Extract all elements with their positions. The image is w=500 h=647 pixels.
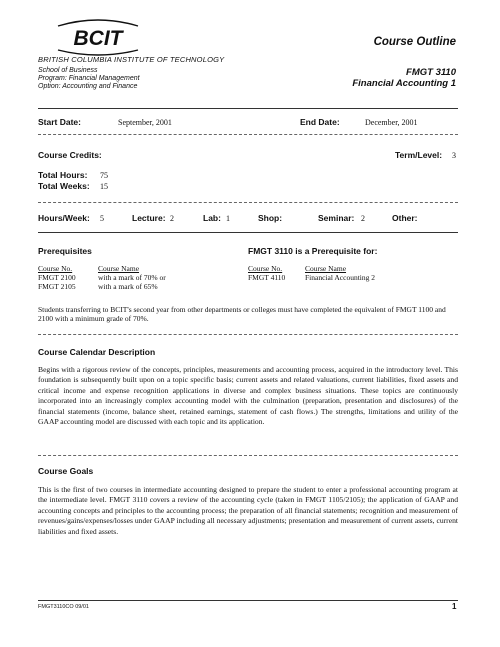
table-row: FMGT 4110 Financial Accounting 2 (248, 273, 375, 282)
col-course-name: Course Name (98, 264, 140, 273)
institution-name: BRITISH COLUMBIA INSTITUTE OF TECHNOLOGY (38, 55, 225, 64)
bcit-logo (52, 18, 144, 56)
school-name: School of Business (38, 67, 98, 74)
hours-week-label: Hours/Week: (38, 213, 90, 223)
term-level-label: Term/Level: (395, 150, 443, 160)
total-hours-value: 75 (100, 171, 108, 180)
calendar-description-heading: Course Calendar Description (38, 347, 156, 357)
svg-text:BCIT: BCIT (73, 27, 123, 50)
col-course-no: Course No. (38, 264, 73, 273)
lab-label: Lab: (203, 213, 221, 223)
term-level-value: 3 (452, 151, 456, 160)
prerequisite-for-heading: FMGT 3110 is a Prerequisite for: (248, 246, 378, 256)
total-weeks-value: 15 (100, 182, 108, 191)
total-weeks-label: Total Weeks: (38, 181, 90, 191)
table-row: FMGT 2100 with a mark of 70% or (38, 273, 166, 282)
course-id-block (352, 67, 456, 89)
course-goals-body: This is the first of two courses in intermediate accounting designed to prepare the student to enter a professional accounting program at the intermediate level. FMGT 3110 covers a review of the accounting cycle (taken in FMGT 1105/2105); the application of GAAP and accounting concepts and principles to the accounting process; the preparation of all financial statements; recognition and measurement of revenues/gains/expenses/losses under GAAP including all necessary adjustments; presentation and measurement of current assets, current liabilities and fixed assets. (38, 485, 458, 536)
end-date-value: December, 2001 (365, 118, 418, 127)
school-info (38, 67, 140, 91)
lab-value: 1 (226, 214, 230, 223)
start-date-label: Start Date: (38, 117, 81, 127)
seminar-label: Seminar: (318, 213, 355, 223)
footer-divider (38, 600, 458, 601)
footer-doc-id: FMGT3110CO 09/01 (38, 604, 89, 610)
transfer-note: Students transferring to BCIT's second year from other departments or colleges must have completed the equivalent of FMGT 1100 and 2100 with a minimum grade of 70%. (38, 305, 446, 323)
course-goals-heading: Course Goals (38, 466, 94, 476)
prerequisite-for-table (248, 264, 448, 282)
prerequisites-table (38, 264, 238, 291)
doc-title: Course Outline (373, 36, 456, 48)
course-code: FMGT 3110 (406, 67, 456, 78)
divider (38, 108, 458, 109)
divider (38, 455, 458, 456)
divider (38, 202, 458, 203)
col-course-no: Course No. (248, 264, 283, 273)
shop-label: Shop: (258, 213, 283, 223)
course-name: Financial Accounting 1 (352, 78, 456, 89)
table-header (38, 264, 238, 273)
table-row: FMGT 2105 with a mark of 65% (38, 282, 158, 291)
hours-week-value: 5 (100, 214, 104, 223)
col-course-name: Course Name (305, 264, 347, 273)
divider (38, 334, 458, 335)
total-hours-label: Total Hours: (38, 170, 88, 180)
calendar-description-body: Begins with a rigorous review of the concepts, principles, measurements and accounting process, acquired in the introductory level. This foundation is subsequently built upon on a topic specific basis; current assets and related valuations, current liabilities, fixed assets and critical income and expense recognition applications in diverse and complex business situations. These topics are continuously incorporated into an increasingly complex accounting model with the culmination (preparation, presentation and disclosures) of the financial statements (income, balance sheet, retained earnings, statement of cash flows.) The strengths, limitations and utility of the GAAP accounting model are discussed with each topic and its application. (38, 365, 458, 427)
lecture-label: Lecture: (132, 213, 166, 223)
end-date-label: End Date: (300, 117, 340, 127)
option-name: Option: Accounting and Finance (38, 83, 138, 90)
program-name: Program: Financial Management (38, 75, 140, 82)
start-date-value: September, 2001 (118, 118, 172, 127)
lecture-value: 2 (170, 214, 174, 223)
course-credits-label: Course Credits: (38, 150, 102, 160)
page-number: 1 (452, 602, 457, 611)
divider (38, 232, 458, 233)
seminar-value: 2 (361, 214, 365, 223)
divider (38, 134, 458, 135)
other-label: Other: (392, 213, 418, 223)
table-header (248, 264, 448, 273)
prerequisites-heading: Prerequisites (38, 246, 92, 256)
